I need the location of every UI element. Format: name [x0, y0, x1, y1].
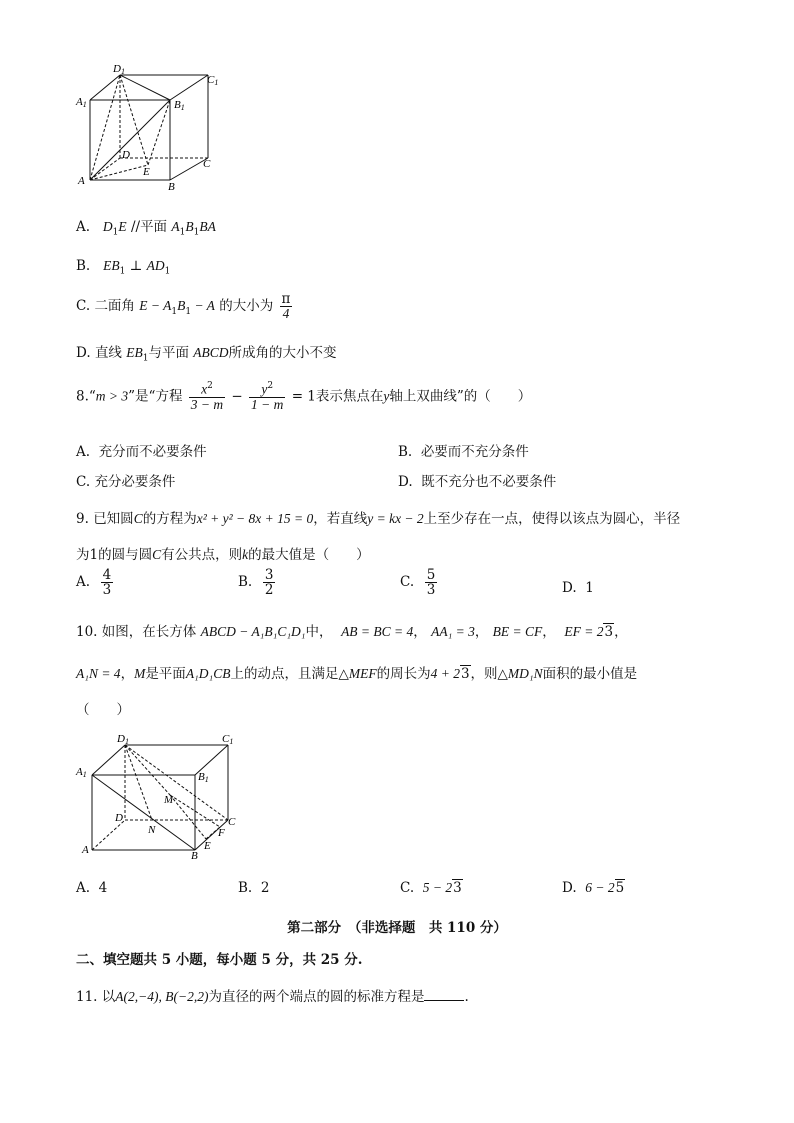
q10-option-c[interactable]: C. 5 − 23: [400, 880, 462, 896]
q11-stem: 11. 以A(2,−4), B(−2,2)为直径的两个端点的圆的标准方程是 .: [76, 989, 469, 1005]
label-B1: B1: [198, 771, 209, 784]
q7-option-c[interactable]: C. 二面角 $E - A_1B_1 - A$ 的大小为 $\frac{\pi}{4}$: [76, 291, 291, 322]
q9-option-d[interactable]: D. 1: [562, 580, 594, 596]
label-C1: C1: [207, 74, 219, 87]
q10-stem-line2: A₁N = 4，M是平面A₁D₁CB上的动点，且满足△MEF的周长为4 + 23，则△MD₁N面积的最小值是: [76, 666, 638, 682]
q10-stem-line1: 10. 如图，在长方体 ABCD − A₁B₁C₁D₁中， AB = BC = 4， AA₁ = 3， BE = CF， EF = 23，: [76, 624, 628, 640]
q9-option-a[interactable]: A. $\frac{4}{3}$: [76, 567, 112, 599]
q8-option-d[interactable]: D. 既不充分也不必要条件: [398, 474, 557, 490]
q10-paren: （ ）: [76, 702, 130, 718]
label-D1: D1: [117, 733, 129, 746]
q7-option-a[interactable]: A. $D_1E$ //平面 $A_1B_1BA$: [76, 219, 216, 238]
q8-option-a[interactable]: A. 充分而不必要条件: [76, 444, 207, 460]
q9-option-b[interactable]: B. $\frac{3}{2}$: [238, 567, 274, 599]
q8-option-c[interactable]: C. 充分必要条件: [76, 474, 176, 490]
label-E: E: [204, 840, 211, 852]
label-A: A: [82, 844, 89, 856]
label-D: D: [115, 812, 123, 824]
q8-option-b[interactable]: B. 必要而不充分条件: [398, 444, 529, 460]
label-B: B: [168, 181, 175, 193]
label-C: C: [228, 816, 236, 828]
section-two-heading: 二、填空题共 5 小题，每小题 5 分，共 25 分.: [76, 952, 363, 968]
box-figure-2: [70, 725, 250, 865]
q9-stem-line2: 为1的圆与圆C有公共点，则k的最大值是（ ）: [76, 547, 370, 563]
q7-option-d[interactable]: D. 直线 $EB_1$与平面 ABCD所成角的大小不变: [76, 345, 337, 364]
label-M: M: [164, 794, 174, 806]
label-D1: D1: [113, 63, 125, 76]
label-A1: A1: [76, 96, 87, 109]
fraction-pi-over-4: $\frac{\pi}{4}$: [281, 291, 291, 322]
part-two-heading: 第二部分 （非选择题 共 110 分）: [287, 920, 507, 936]
label-F: F: [218, 827, 225, 839]
answer-blank[interactable]: [424, 1000, 464, 1001]
label-B1: B1: [174, 99, 185, 112]
label-C: C: [203, 158, 211, 170]
q9-option-c[interactable]: C. $\frac{5}{3}$: [400, 567, 436, 599]
label-C1: C1: [222, 733, 234, 746]
label-B: B: [191, 850, 198, 862]
q7-option-b[interactable]: B. $EB_1$ ⊥ $AD_1$: [76, 258, 171, 277]
label-E: E: [143, 166, 150, 178]
q9-stem-line1: 9. 已知圆C的方程为x² + y² − 8x + 15 = 0，若直线y = kx − 2上至少存在一点，使得以该点为圆心，半径: [76, 511, 681, 527]
q10-option-b[interactable]: B. 2: [238, 880, 270, 896]
label-N: N: [148, 824, 156, 836]
cube-figure-1: [70, 60, 230, 195]
label-A1: A1: [76, 766, 87, 779]
q10-option-d[interactable]: D. 6 − 25: [562, 880, 625, 896]
label-D: D: [122, 149, 130, 161]
q10-option-a[interactable]: A. 4: [76, 880, 108, 896]
label-A: A: [78, 175, 85, 187]
q8-stem: 8.“m > 3”是“方程 $\frac{x^2}{3 - m}$ − $\frac{y^2}{1 - m}$ = 1表示焦点在y轴上双曲线”的（ ）: [76, 381, 532, 412]
